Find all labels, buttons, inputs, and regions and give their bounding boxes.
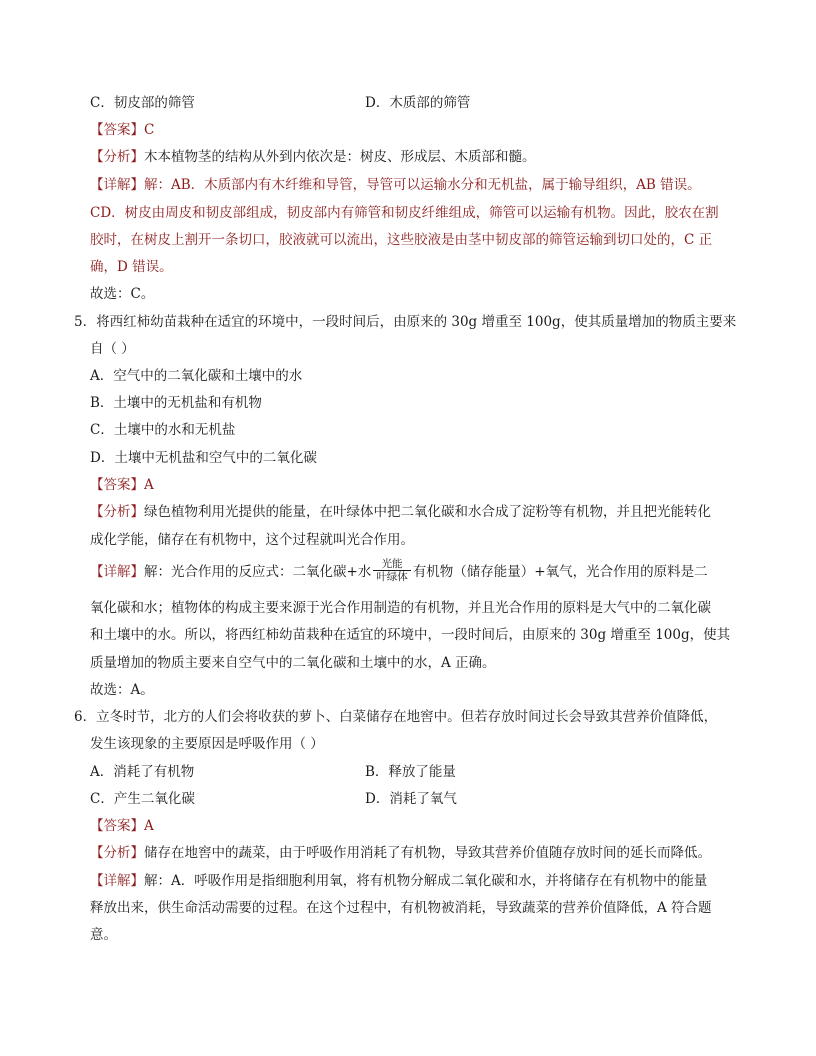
answer-tag: 【答案】 — [90, 818, 144, 834]
q4-detail-line-4: 确，D 错误。 — [90, 259, 173, 275]
q6-detail-line-3: 意。 — [90, 927, 117, 943]
q5-analysis-line-1 — [90, 499, 711, 526]
q5-conclusion: 故选：A。 — [90, 682, 154, 698]
arrow-condition-bottom: 叶绿体 — [376, 571, 408, 583]
detail-text: 解：A．呼吸作用是指细胞利用氧，将有机物分解成二氧化碳和水，并将储存在有机物中的能量 — [144, 873, 708, 889]
q4-detail-line-2: CD．树皮由周皮和韧皮部组成，韧皮部内有筛管和韧皮纤维组成，筛管可以运输有机物。因此，胶农在割 — [90, 205, 719, 221]
analysis-text: 储存在地窖中的蔬菜，由于呼吸作用消耗了有机物，导致其营养价值随存放时间的延长而降低。 — [144, 845, 711, 861]
q5-option-d: D．土壤中无机盐和空气中的二氧化碳 — [90, 450, 317, 466]
reaction-arrow — [373, 558, 411, 583]
q5-option-b: B．土壤中的无机盐和有机物 — [90, 395, 262, 411]
q5-option-c: C．土壤中的水和无机盐 — [90, 422, 236, 438]
q5-stem-line-1: 5．将西红柿幼苗栽种在适宜的环境中，一段时间后，由原来的 30g 增重至 100g，使其质量增加的物质主要来 — [74, 314, 737, 330]
detail-text-post: 有机物（储存能量）+氧气，光合作用的原料是二 — [412, 564, 708, 580]
q5-analysis-line-2: 成化学能，储存在有机物中，这个过程就叫光合作用。 — [90, 532, 414, 548]
q5-option-a: A．空气中的二氧化碳和土壤中的水 — [90, 368, 303, 384]
analysis-text: 木本植物茎的结构从外到内依次是：树皮、形成层、木质部和髓。 — [144, 149, 536, 165]
q6-answer — [90, 813, 154, 840]
answer-value: A — [144, 818, 154, 834]
arrow-condition-top: 光能 — [373, 558, 411, 571]
q6-detail-line-2: 释放出来，供生命活动需要的过程。在这个过程中，有机物被消耗，导致蔬菜的营养价值降低，A 符合题 — [90, 900, 712, 916]
q4-option-d: D．木质部的筛管 — [365, 95, 471, 111]
q6-analysis — [90, 840, 711, 867]
answer-value: A — [144, 477, 154, 493]
analysis-tag: 【分析】 — [90, 504, 144, 520]
answer-tag: 【答案】 — [90, 477, 144, 493]
q6-option-row-1 — [90, 759, 456, 786]
q5-stem-line-2: 自（ ） — [90, 341, 135, 357]
q6-stem-line-1: 6．立冬时节，北方的人们会将收获的萝卜、白菜储存在地窖中。但若存放时间过长会导致其营养价值降低， — [74, 709, 718, 725]
q5-detail-line-3: 和土壤中的水。所以，将西红柿幼苗栽种在适宜的环境中，一段时间后，由原来的 30g 增重至 100g，使其 — [90, 627, 731, 643]
answer-tag: 【答案】 — [90, 122, 144, 138]
q4-conclusion: 故选：C。 — [90, 286, 155, 302]
analysis-tag: 【分析】 — [90, 149, 144, 165]
q6-stem-line-2: 发生该现象的主要原因是呼吸作用（ ） — [90, 736, 324, 752]
answer-value: C — [144, 122, 155, 138]
detail-tag: 【详解】 — [90, 873, 144, 889]
detail-text: 解：AB．木质部内有木纤维和导管，导管可以运输水分和无机盐，属于输导组织，AB 错误。 — [144, 177, 701, 193]
q6-option-b: B．释放了能量 — [365, 764, 456, 780]
q4-option-c: C．韧皮部的筛管 — [90, 95, 195, 111]
q6-option-a: A．消耗了有机物 — [90, 764, 195, 780]
analysis-tag: 【分析】 — [90, 845, 144, 861]
analysis-text: 绿色植物利用光提供的能量，在叶绿体中把二氧化碳和水合成了淀粉等有机物，并且把光能转化 — [144, 504, 711, 520]
q5-answer — [90, 472, 154, 499]
q4-analysis — [90, 144, 536, 171]
detail-tag: 【详解】 — [90, 564, 144, 580]
q4-detail-line-1 — [90, 172, 701, 199]
q4-detail-line-3: 胶时，在树皮上割开一条切口，胶液就可以流出，这些胶液是由茎中韧皮部的筛管运输到切口处的，C 正 — [90, 232, 713, 248]
q4-option-c-row — [90, 90, 471, 117]
q5-detail-line-4: 质量增加的物质主要来自空气中的二氧化碳和土壤中的水，A 正确。 — [90, 655, 496, 671]
detail-tag: 【详解】 — [90, 177, 144, 193]
q6-option-c: C．产生二氧化碳 — [90, 791, 195, 807]
detail-text-pre: 解：光合作用的反应式：二氧化碳+水 — [144, 564, 372, 580]
q6-option-d: D．消耗了氧气 — [365, 791, 457, 807]
q5-detail-line-2: 氧化碳和水；植物体的构成主要来源于光合作用制造的有机物，并且光合作用的原料是大气中的二氧化碳 — [90, 600, 711, 616]
q4-answer — [90, 117, 154, 144]
q6-detail-line-1 — [90, 868, 707, 895]
q5-detail-line-1 — [90, 559, 708, 586]
q6-option-row-2 — [90, 786, 457, 813]
